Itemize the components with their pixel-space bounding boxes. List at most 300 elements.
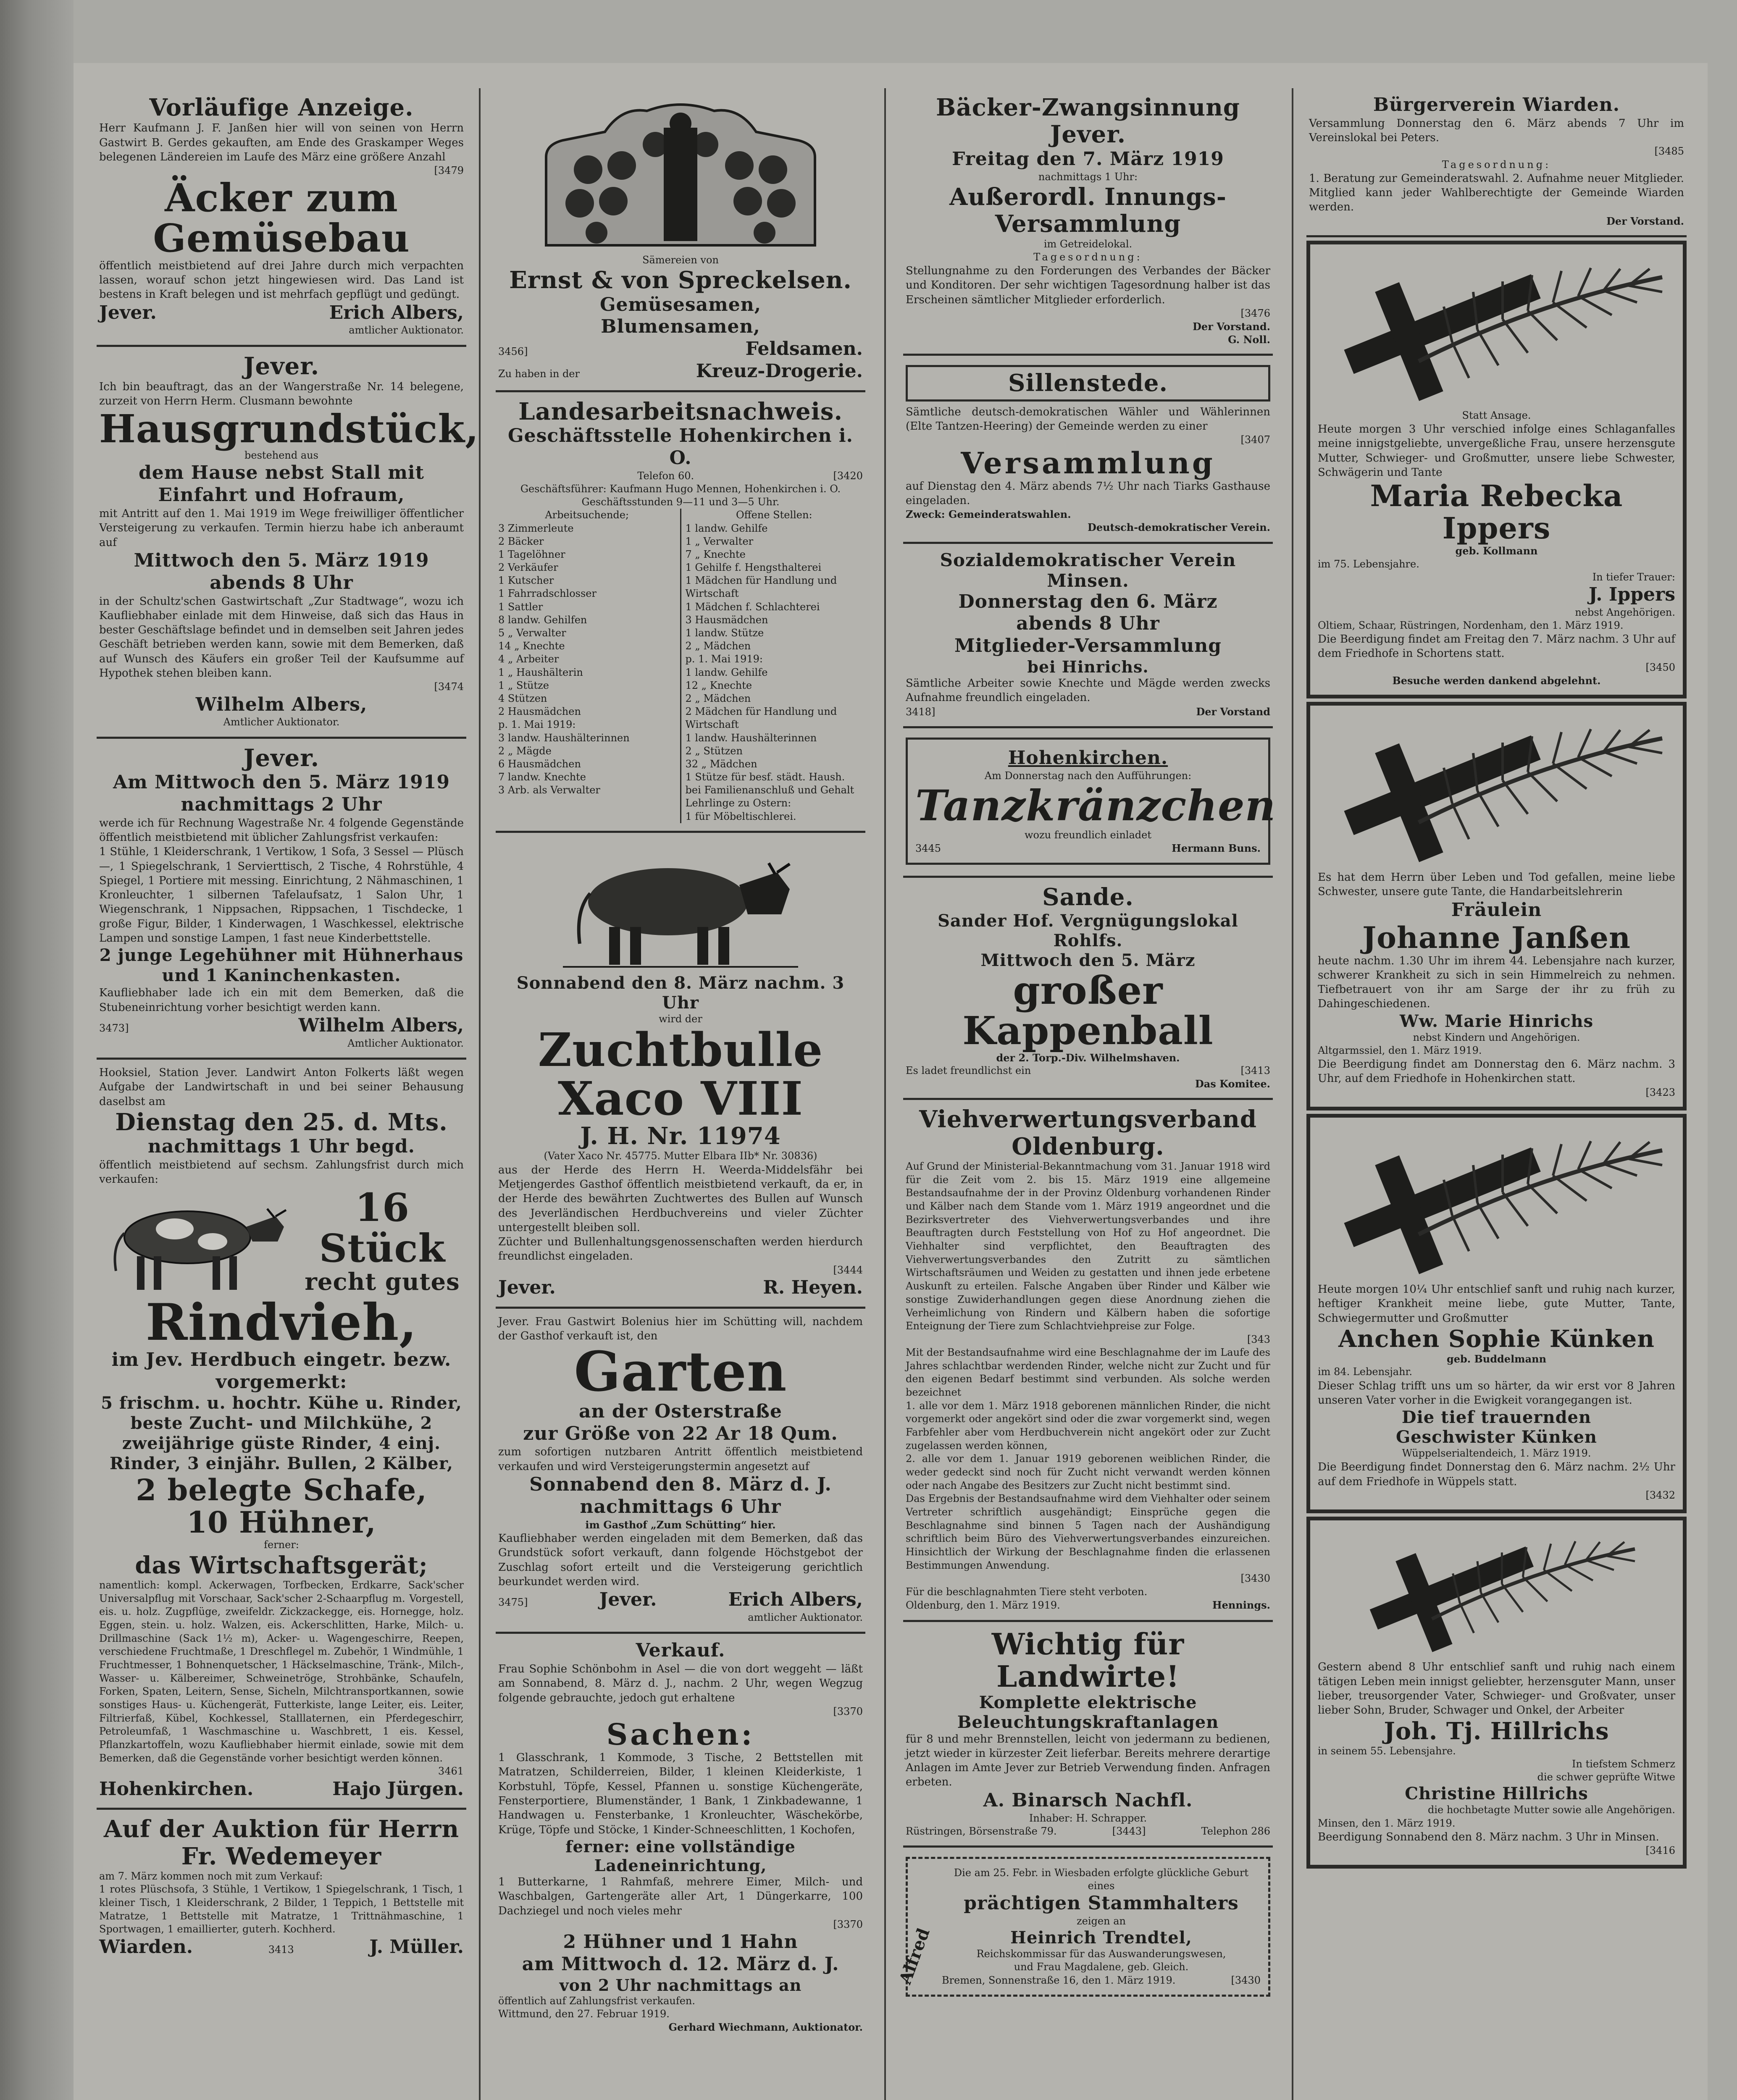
ad-zuchtbulle — [496, 833, 865, 1309]
notice-text: Gestern abend 8 Uhr entschlief sanft und ruhig nach einem tätigen Leben mein innigst geliebter, herzensguter Mann, unser lieber, treusorgender Vater, Schwieger- und Großvater, unser lieber Sohn, Bruder, Schwager und Onkel, der Arbeiter — [1318, 1661, 1675, 1717]
ad-item: Blumensamen, — [601, 316, 760, 338]
ad-text: Sämtliche deutsch-demokratischen Wähler und Wählerinnen (Elte Tantzen-Heering) der Gemeinde werden zu einer — [906, 405, 1270, 433]
signature-role: nebst Kindern und Angehörigen. — [1413, 1031, 1580, 1043]
ad-number: [3370 — [833, 1705, 863, 1717]
ad-number: [3443] — [1112, 1825, 1146, 1837]
notice-place: Wüppelserialtendeich, 1. März 1919. — [1402, 1447, 1591, 1460]
list-item: 6 Hausmädchen — [498, 758, 581, 770]
list-item: 2 „ Mägde — [498, 745, 552, 757]
notice-place: Altgarmssiel, den 1. März 1919. — [1318, 1044, 1482, 1056]
newspaper-page — [74, 63, 1708, 2100]
ad-number: [3420 — [833, 470, 863, 482]
signature-role: Amtlicher Auktionator. — [223, 716, 340, 728]
notice-text: Es hat dem Herrn über Leben und Tod gefallen, meine liebe Schwester, unsere gute Tante, die Handarbeitslehrerin — [1318, 871, 1675, 898]
list-item: 1 Mädchen für Handlung und Wirtschaft — [685, 575, 837, 600]
ad-subheadline: an der Osterstraße — [579, 1400, 782, 1422]
job-list-heading: Offene Stellen: — [736, 509, 812, 521]
bull-illustration-icon — [554, 843, 807, 969]
signature-row — [906, 1825, 1270, 1838]
signature-prefix: die schwer geprüfte Witwe — [1537, 1771, 1675, 1783]
ad-geburt-trendtel — [895, 1848, 1273, 2008]
signature-name: J. Müller. — [369, 1936, 464, 1958]
ad-subheadline: ferner: eine vollständige Ladeneinrichtung, — [565, 1837, 796, 1875]
ad-firm: Ernst & von Spreckelsen. — [509, 266, 852, 294]
ad-time: nachmittags 2 Uhr — [181, 793, 382, 815]
ad-text: Sämereien von — [642, 254, 719, 266]
ad-text: 1. alle vor dem 1. März 1918 geborenen männlichen Rinder, die nicht vorgemerkt oder angekört sind oder die zwar vorgemerkt sind, wegen Farbfehler aber vom Herdbuchverein nicht angekört oder zur Zucht zugelassen werden können, — [906, 1399, 1270, 1452]
list-item: p. 1. Mai 1919: — [498, 719, 576, 731]
signature-name: Christine Hillrichs — [1405, 1784, 1588, 1804]
ad-text: Sämtliche Arbeiter sowie Knechte und Mägde werden zwecks Aufnahme freundlich eingeladen. — [906, 677, 1270, 704]
ad-tools: das Wirtschaftsgerät; — [135, 1551, 428, 1579]
list-item: 2 „ Stützen — [685, 745, 743, 757]
list-item: 2 Verkäufer — [498, 562, 558, 574]
list-item: 12 „ Knechte — [685, 679, 752, 691]
signature-role: amtlicher Auktionator. — [349, 324, 464, 336]
ad-text: öffentlich meistbietend auf sechsm. Zahlungsfrist durch mich verkaufen: — [99, 1159, 464, 1186]
ad-text: Es ladet freundlichst ein — [906, 1064, 1031, 1076]
ad-row — [498, 360, 863, 383]
ad-text: am 7. März kommen noch mit zum Verkauf: — [99, 1870, 323, 1882]
ad-subheadline: Komplette elektrische Beleuchtungskraftanlagen — [957, 1692, 1219, 1732]
column-rule — [884, 88, 886, 2100]
ad-headline: prächtigen Stammhalters — [964, 1893, 1239, 1914]
mourning-line: Die tief trauernden — [1401, 1407, 1592, 1428]
ad-date: Am Mittwoch den 5. März 1919 — [113, 771, 450, 793]
signature-name: Erich Albers, — [728, 1589, 863, 1611]
signature-row — [99, 1936, 464, 1958]
signature-place: Rüstringen, Börsenstraße 79. — [906, 1825, 1057, 1837]
ad-headline: Außerordl. Innungs-Versammlung — [949, 183, 1227, 238]
list-item: 1 landw. Haushälterinnen — [685, 732, 817, 744]
list-item: 1 Gehilfe f. Hengsthalterei — [685, 562, 822, 574]
ad-headline: Tanzkränzchen — [915, 780, 1276, 830]
ad-text: wozu freundlich einladet — [1025, 829, 1151, 841]
signature-name: Das Komitee. — [1195, 1078, 1270, 1090]
ad-phone: Telefon 60. — [637, 470, 694, 482]
list-item: 32 „ Mädchen — [685, 758, 757, 770]
ad-text: Die am 25. Febr. in Wiesbaden erfolgte glückliche Geburt eines — [954, 1866, 1249, 1892]
ad-text: und Frau Magdalene, geb. Gleich. — [1014, 1961, 1189, 1973]
ad-text: 1 Glasschrank, 1 Kommode, 3 Tische, 2 Bettstellen mit Matratzen, Schilderreien, Bilder, 1 kleinen Kleiderkiste, 1 Korbstuhl, Töpfe, Kessel, Pfannen u. sonstige Küchengeräte, Fensterportiere, Blumenständer, 1 Bank, 1 Zinkbadewanne, 1 Handwagen u. Fensterbanke, 1 Kronleuchter, Wäschekörbe, Krüge, Töpfe und Stöcke, 1 Kinder-Schneeschlitten, 1 Kochofen, — [498, 1751, 863, 1836]
ad-auktion-wagestrasse — [97, 739, 466, 1060]
notice-lead: Statt Ansage. — [1462, 409, 1531, 421]
list-item: 1 landw. Stütze — [685, 627, 764, 639]
ad-location: im Gasthof „Zum Schütting“ hier. — [585, 1518, 776, 1531]
ad-title: Bürgerverein Wiarden. — [1373, 94, 1620, 116]
column-3 — [895, 88, 1276, 2008]
ad-hens: 10 Hühner, — [187, 1505, 376, 1540]
ad-text: (Vater Xaco Nr. 45775. Mutter Elbara IIb* Nr. 30836) — [544, 1150, 817, 1162]
signature-row — [99, 1015, 464, 1037]
ad-sande-kappenball — [903, 878, 1273, 1100]
deceased-age: im 84. Lebensjahr. — [1318, 1366, 1413, 1378]
ad-number: [3444 — [833, 1264, 863, 1276]
notice-place: Minsen, den 1. März 1919. — [1318, 1817, 1456, 1829]
list-item: 1 Kutscher — [498, 575, 554, 587]
ad-number: [3413 — [1240, 1064, 1270, 1076]
signature-name: Erich Albers, — [329, 302, 464, 323]
signature-name: R. Heyen. — [763, 1276, 863, 1298]
list-item: 2 „ Mädchen — [685, 640, 751, 652]
ad-binarsch — [903, 1622, 1273, 1848]
signature-name: Der Vorstand. — [1606, 215, 1684, 227]
signature-row — [942, 1974, 1261, 1987]
ad-number: [3430 — [1240, 1572, 1270, 1585]
ad-text: für 8 und mehr Brennstellen, leicht von jedermann zu bedienen, jetzt wieder in kürzester Zeit lieferbar. Bereits mehrere derartige Anlagen im Amte Jever zur Betrieb Verwendung finden. Anfragen erbeten. — [906, 1732, 1270, 1789]
ad-shop: Kreuz-Drogerie. — [696, 360, 863, 382]
deceased-nee: geb. Buddelmann — [1446, 1353, 1547, 1365]
cow-illustration-icon — [99, 1187, 292, 1296]
ad-number: [343 — [1247, 1333, 1270, 1345]
ad-title: Landesarbeitsnachweis. — [518, 397, 843, 425]
column-1 — [97, 88, 479, 1966]
ad-text: Das Ergebnis der Bestandsaufnahme wird dem Viehhalter oder seinem Vertreter schriftlich ausgehändigt; Einsprüche gegen die Beschlagnahme sind binnen 5 Tagen nach der Aushändigung schriftlich beim Büro des Viehverwertungsverbandes einzureichen. Hinsichtlich der Wirkung der Beschlagnahme finden die erlassenen Bestimmungen Anwendung. — [906, 1493, 1270, 1571]
signature-name: J. Ippers — [1588, 583, 1675, 605]
signature-name: Gerhard Wiechmann, Auktionator. — [668, 2021, 863, 2033]
ad-number: [3407 — [1240, 434, 1270, 446]
list-item: 4 Stützen — [498, 692, 547, 704]
title-box — [906, 365, 1270, 401]
ad-text: Kaufliebhaber werden eingeladen mit dem Bemerken, daß das Grundstück sofort verkauft, dann folgende Höchstgebot der Zuschlag sofort erteilt und die Versteigerung gerichtlich beurkundet werden wird. — [498, 1532, 863, 1588]
notice-place: Oltiem, Schaar, Rüstringen, Nordenham, den 1. März 1919. — [1318, 619, 1624, 631]
ad-location: bei Hinrichs. — [1027, 657, 1149, 677]
ad-date: Dienstag den 25. d. Mts. — [115, 1108, 448, 1136]
ad-text: Frau Sophie Schönbohm in Asel — die von dort weggeht — läßt am Sonnabend, 8. März d. J., nachm. 2 Uhr, wegen Wegzug folgende gebrauchte, jedoch gut erhaltene — [498, 1662, 863, 1704]
ad-text: wird der — [659, 1013, 702, 1025]
ad-text: 1 Butterkarne, 1 Rahmfaß, mehrere Eimer, Milch- und Waschbalgen, Gartengeräte aller Art, 1 Düngerkarre, 100 Dachziegel und noch vieles mehr — [498, 1875, 863, 1917]
list-item: 1 Fahrradschlosser — [498, 588, 597, 600]
table-divider — [680, 509, 681, 823]
ad-text: ferner: — [264, 1539, 299, 1551]
ad-location: im Getreidelokal. — [1043, 238, 1133, 250]
column-rule — [1292, 88, 1293, 2100]
list-item: 1 landw. Gehilfe — [685, 666, 768, 678]
death-notice-hillrichs — [1306, 1517, 1687, 1869]
signature-name: Geschwister Künken — [1396, 1427, 1597, 1447]
list-item: 3 Zimmerleute — [498, 522, 574, 534]
ad-saemereien — [496, 88, 865, 392]
ad-owner: Inhaber: H. Schrapper. — [1029, 1812, 1147, 1824]
ad-text: zum sofortigen nutzbaren Antritt öffentlich meistbietend verkaufen und wird Versteigerungstermin angesetzt auf — [498, 1446, 863, 1473]
signature-name: Wilhelm Albers, — [298, 1015, 464, 1037]
ad-title: Verkauf. — [636, 1640, 725, 1662]
deceased-nee: geb. Kollmann — [1455, 545, 1538, 557]
ad-text: Für die beschlagnahmten Tiere steht verboten. — [906, 1586, 1148, 1598]
ad-time: abends 8 Uhr — [210, 572, 353, 593]
ad-number: [3450 — [1645, 661, 1675, 673]
signature-role: nebst Angehörigen. — [1575, 606, 1675, 618]
signature-name: Der Vorstand — [1196, 705, 1270, 718]
death-notice-janssen — [1306, 702, 1687, 1110]
ad-place: Jever. — [243, 744, 320, 772]
ad-headline: Sachen: — [606, 1717, 755, 1752]
ad-frame — [906, 738, 1276, 865]
ad-date: Freitag den 7. März 1919 — [952, 148, 1224, 170]
column-2 — [496, 88, 865, 2041]
list-item: 5 „ Verwalter — [498, 627, 566, 639]
column-4 — [1306, 88, 1687, 1872]
list-item: 1 Mädchen f. Schlachterei — [685, 601, 820, 613]
notice-text: Heute morgen 10¼ Uhr entschlief sanft und ruhig nach kurzer, heftiger Krankheit meine liebe, gute Mutter, Tante, Schwiegermutter und Großmutter — [1318, 1283, 1675, 1325]
ad-count-sub: recht gutes — [305, 1268, 460, 1296]
ad-verkauf — [496, 1634, 865, 2041]
ad-rindvieh — [97, 1060, 466, 1810]
column-rule — [479, 88, 481, 2100]
notice-title: Fräulein — [1451, 899, 1542, 921]
list-item: 8 landw. Gehilfen — [498, 614, 587, 626]
signature-place: Wiarden. — [99, 1936, 193, 1958]
ad-office: Geschäftsstelle Hohenkirchen i. O. — [508, 425, 853, 469]
ad-headline: Versammlung — [961, 445, 1215, 480]
signature-name: Heinrich Trendtel, — [1010, 1928, 1192, 1948]
ad-text: werde ich für Rechnung Wagestraße Nr. 4 folgende Gegenstände öffentlich meistbietend mit üblicher Zahlungsfrist verkaufen: — [99, 816, 464, 844]
cross-palm-icon — [1318, 713, 1679, 864]
signature-place: Wittmund, den 27. Februar 1919. — [498, 2008, 670, 2020]
signature-row — [906, 705, 1270, 719]
notice-text: Heute morgen 3 Uhr verschied infolge eines Schlaganfalles meine innigstgeliebte, unvergeßliche Frau, unsere herzensgute Mutter, Schwieger- und Großmutter, unsere liebe Schwester, Schwägerin und Tante — [1318, 423, 1675, 479]
ad-name-tag: Alfred — [895, 1925, 934, 1987]
ad-date: Mittwoch den 5. März — [980, 950, 1196, 970]
ad-row — [498, 470, 863, 483]
ad-sillenstede — [903, 356, 1273, 543]
seed-packets-illustration-icon — [538, 98, 823, 249]
job-list-heading: Arbeitsuchende; — [545, 509, 629, 521]
ad-title: Hohenkirchen. — [1008, 747, 1168, 769]
ad-items: 5 frischm. u. hochtr. Kühe u. Rinder, beste Zucht- und Milchkühe, 2 zweijährige güste Rinder, 4 einj. Rinder, 3 einjähr. Bullen, 2 Kälber, — [101, 1393, 462, 1474]
ad-text: Stellungnahme zu den Forderungen des Verbandes der Bäcker und Konditoren. Der sehr wichtigen Tagesordnung halber ist das Erscheinen sämtlicher Mitglieder erforderlich. — [906, 264, 1270, 306]
ad-count: 16 Stück — [319, 1184, 446, 1271]
ad-number: [3430 — [1231, 1974, 1261, 1986]
ad-place: Jever. — [243, 352, 320, 380]
ad-text: Zu haben in der — [498, 368, 580, 380]
ad-row — [498, 338, 863, 360]
list-item: 1 landw. Gehilfe — [685, 522, 768, 534]
ad-headline: großer Kappenball — [962, 967, 1214, 1054]
cross-palm-frond — [1318, 1125, 1675, 1276]
ad-title: Viehverwertungsverband Oldenburg. — [919, 1105, 1257, 1160]
ad-text: Geschäftsstunden 9—11 und 3—5 Uhr. — [581, 496, 780, 508]
ad-text: 1. Beratung zur Gemeinderatswahl. 2. Aufnahme neuer Mitglieder. Mitglied kann jeder Wahlberechtigte der Gemeinde Wiarden werden. — [1309, 172, 1684, 214]
ad-text: Jever. Frau Gastwirt Bolenius hier im Schütting will, nachdem der Gasthof verkauft ist, den — [498, 1315, 863, 1343]
list-item: 2 Mädchen für Handlung und Wirtschaft — [685, 706, 837, 731]
page-gutter — [0, 0, 74, 2100]
notice-text: heute nachm. 1.30 Uhr im ihrem 44. Lebensjahre nach kurzer, schwerer Krankheit zu sich in sein Himmelreich zu nehmen. Tiefbetrauert von ihr am Sarge der ihr zu früh zu Dahingeschiedenen. — [1318, 954, 1675, 1011]
list-item: 1 Tagelöhner — [498, 548, 565, 560]
ad-time: nachmittags 1 Uhr: — [1038, 171, 1138, 183]
ad-text: Versammlung Donnerstag den 6. März abends 7 Uhr im Vereinslokal bei Peters. — [1309, 117, 1684, 144]
signature-name: G. Noll. — [1228, 333, 1270, 346]
ad-text: Mit der Bestandsaufnahme wird eine Beschlagnahme der im Laufe des Jahres schlachtbar werdenden Rinder, welche nicht zur Zucht und für den eigenen Bedarf bestimmt sind verbunden. Als solche werden bezeichnet — [906, 1347, 1270, 1399]
ad-time: nachmittags 1 Uhr begd. — [148, 1136, 415, 1158]
ad-title: Auf der Auktion für Herrn Fr. Wedemeyer — [103, 1815, 460, 1870]
ad-title: Vorläufige Anzeige. — [149, 94, 414, 121]
signature-row — [915, 842, 1261, 855]
ad-text: Züchter und Bullenhaltungsgenossenschaften werden hierdurch freundlichst eingeladen. — [498, 1236, 863, 1263]
ad-number: [3423 — [1645, 1086, 1675, 1098]
deceased-age: in seinem 55. Lebensjahre. — [1318, 1745, 1456, 1757]
ad-text: Geschäftsführer: Kaufmann Hugo Mennen, Hohenkirchen i. O. — [520, 483, 841, 495]
ad-hausgrundstueck — [97, 347, 479, 739]
notice-text: Beerdigung Sonnabend den 8. März nachm. 3 Uhr in Minsen. — [1318, 1830, 1659, 1843]
list-item: 2 Hausmädchen — [498, 706, 581, 718]
ad-text: 2. alle vor dem 1. Januar 1919 geborenen weiblichen Rinder, die weder gedeckt sind noch für Zucht nicht verwandt werden können oder nach Angabe des Besitzers zur Zucht nicht bestimmt sind. — [906, 1453, 1270, 1491]
ad-title: Sozialdemokratischer Verein Minsen. — [940, 549, 1236, 591]
ad-firm: A. Binarsch Nachfl. — [983, 1789, 1193, 1811]
deceased-name: Joh. Tj. Hillrichs — [1384, 1717, 1609, 1745]
ad-subheadline: 2 junge Legehühner mit Hühnerhaus und 1 Kaninchenkasten. — [99, 945, 464, 986]
list-item: 7 landw. Knechte — [498, 771, 586, 783]
ad-subheadline: dem Hause nebst Stall mit Einfahrt und Hofraum, — [139, 462, 424, 506]
ad-time: von 2 Uhr nachmittags an — [559, 1975, 802, 1995]
list-item: 1 Sattler — [498, 601, 543, 613]
ad-subheadline: im Jev. Herdbuch eingetr. bezw. vorgemerkt: — [111, 1349, 452, 1393]
ad-headline: Äcker zum Gemüsebau — [153, 175, 410, 261]
ad-text: in der Schultz'schen Gastwirtschaft „Zur Stadtwage“, wozu ich Kaufliebhaber einlade mit dem Hinweise, daß sich das Haus in bester Geschäftslage befindet und in demselben seit Jahren jedes Geschäft betrieben werden kann, sowie mit dem Bemerken, daß auf Wunsch des Käufers ein großer Teil der Kaufsumme auf Hypothek stehen bleiben kann. — [99, 595, 464, 680]
ad-time: nachmittags 6 Uhr — [580, 1496, 781, 1517]
ad-baecker-innung — [903, 88, 1273, 356]
cross-palm-frond — [1318, 713, 1675, 864]
ad-text: 1 rotes Plüschsofa, 3 Stühle, 1 Vertikow, 1 Spiegelschrank, 1 Tisch, 1 kleiner Tisch, 1 Kleiderschrank, 2 Bilder, 1 Teppich, 1 Bettstelle mit Matratze, 1 Bettstelle mit Matratze, 1 Trittnähmaschine, 1 Sportwagen, 1 emaillierter, guterh. Kochherd. — [99, 1883, 464, 1935]
job-list-openings — [686, 509, 863, 823]
ad-date: Mittwoch den 5. März 1919 — [134, 549, 429, 571]
deceased-age: im 75. Lebensjahre. — [1318, 558, 1419, 570]
ad-sheep: 2 belegte Schafe, — [136, 1473, 427, 1508]
cross-palm-icon — [1318, 252, 1679, 403]
ad-text: Auf Grund der Ministerial-Bekanntmachung vom 31. Januar 1918 wird für die Zeit vom 2. bis 15. März 1919 eine allgemeine Bestandsaufnahme der in der Provinz Oldenburg vorhandenen Rinder und Kälber nach dem Stande vom 1. März 1919 angeordnet und die Bezirksvertreter des Viehverwertungsverbandes und ihre Beauftragten durch Feststellung von Hof zu Hof angeordnet. Die Viehhalter sind verpflichtet, den Beauftragten des Viehverwertungsverbandes den Zutritt zu sämtlichen Wirtschaftsräumen und Weiden zu gestatten und ihnen jede erbetene Auskunft zu erteilen. Falsche Angaben über Rinder und Kälber wie sonstige Zuwiderhandlungen gegen diese Anordnung ziehen die Verheimlichung von Rindern und Kälbern haben die sofortige Enteignung der Tiere zum Schlachtviehpreise zur Folge. — [906, 1160, 1270, 1332]
notice-text: Dieser Schlag trifft uns um so härter, da wir erst vor 8 Jahren unseren Vater vorher in die Ewigkeit vorangegangen ist. — [1318, 1379, 1675, 1407]
signature-name: Hennings. — [1212, 1599, 1270, 1612]
ad-text: auf Dienstag den 4. März abends 7½ Uhr nach Tiarks Gasthause eingeladen. — [906, 480, 1270, 507]
ad-headline: Zuchtbulle Xaco VIII — [538, 1023, 823, 1126]
notice-text: Besuche werden dankend abgelehnt. — [1392, 674, 1601, 687]
ad-number: [3474 — [434, 681, 464, 693]
ad-number: 3473] — [99, 1022, 129, 1034]
ad-date: am Mittwoch d. 12. März d. J. — [522, 1953, 839, 1975]
signature-place: Jever. — [498, 1276, 556, 1298]
signature-name: Hajo Jürgen. — [332, 1778, 464, 1800]
mourning-line: In tiefer Trauer: — [1592, 571, 1675, 583]
list-item: 1 Stütze für besf. städt. Haush. bei Familienanschluß und Gehalt — [685, 771, 854, 796]
deceased-name: Anchen Sophie Künken — [1338, 1325, 1655, 1353]
list-item: Lehrlinge zu Ostern: — [685, 797, 791, 809]
ad-text: Am Donnerstag nach den Aufführungen: — [984, 769, 1192, 782]
list-item: 1 für Möbeltischlerei. — [685, 810, 796, 822]
ad-text: öffentlich meistbietend auf drei Jahre durch mich verpachten lassen, worauf schon jetzt hingewiesen wird. Das Land ist bestens in Kraft belegen und ist mehrfach gepflügt und gedüngt. — [99, 259, 464, 301]
ad-text: der 2. Torp.-Div. Wilhelmshaven. — [996, 1051, 1180, 1064]
ad-number: [3476 — [1240, 307, 1270, 319]
cross-palm-frond — [1318, 252, 1675, 403]
ad-text: Hooksiel, Station Jever. Landwirt Anton Folkerts läßt wegen Aufgabe der Landwirtschaft in und bei seiner Behausung daselbst am — [99, 1066, 464, 1108]
ad-number: 3456] — [498, 346, 528, 358]
ad-title: Sande. — [1042, 883, 1134, 911]
ad-purpose: Zweck: Gemeinderatswahlen. — [906, 508, 1071, 521]
ad-hens: 2 Hühner und 1 Hahn — [563, 1931, 798, 1953]
ad-tanzkraenzchen — [903, 728, 1276, 878]
signature-place: Jever. — [599, 1589, 657, 1611]
ad-number: [3416 — [1645, 1845, 1675, 1857]
signature-name: Der Vorstand. — [1193, 320, 1270, 333]
list-item: 3 Hausmädchen — [685, 614, 768, 626]
ad-item: Gemüsesamen, — [599, 294, 762, 315]
ad-number: 3475] — [498, 1596, 528, 1609]
ad-number: 3445 — [915, 843, 941, 854]
death-notice-ippers — [1306, 241, 1687, 698]
death-notice-kuenken — [1306, 1114, 1687, 1513]
ad-viehverwertungsverband — [903, 1100, 1273, 1622]
signature-name: Wilhelm Albers, — [195, 693, 368, 715]
deceased-name: Johanne Janßen — [1362, 920, 1631, 955]
signature-role: die hochbetagte Mutter sowie alle Angehörigen. — [1427, 1804, 1675, 1816]
ad-date: Donnerstag den 6. März — [958, 591, 1218, 612]
agenda-heading: Tagesordnung: — [1442, 158, 1551, 171]
list-item: 1 „ Verwalter — [685, 535, 754, 547]
list-item: 2 Bäcker — [498, 535, 544, 547]
ad-location: Sander Hof. Vergnügungslokal Rohlfs. — [938, 911, 1238, 950]
ad-number: 3461 — [438, 1765, 464, 1777]
ad-frame — [895, 1857, 1270, 1997]
cow-block — [99, 1184, 464, 1296]
ad-headline: Hausgrundstück, — [99, 406, 479, 452]
ad-number: [3485 — [1654, 145, 1684, 158]
ad-registration: J. H. Nr. 11974 — [580, 1122, 781, 1150]
ad-text: bestehend aus — [244, 449, 318, 462]
ad-text: namentlich: kompl. Ackerwagen, Torfbecken, Erdkarre, Sack'scher Universalpflug mit Vorschaar, Sack'scher 2-Schaarpflug m. Vorgestell, eis. u. holz. Zugpflüge, zweifeldr. Zickzackegge, eis. Hornegge, holz. Eggen, stein. u. holz. Walzen, eis. Ackerschlitten, Harke, Milch- u. Drillmaschine (Sack 1½ m), Acker- u. Wagengeschirre, Reepen, verschiedene Fruchtmaße, 1 Dreschflegel m. Zubehör, 1 Windmühle, 1 Fruchtmesser, 1 Bohnenquetscher, 1 Häckselmaschine, Tränk-, Milch-, Wasser- u. Kälbereimer, Schweinetröge, Strohbänke, Schaufeln, Forken, Spaten, Leitern, Sense, Sicheln, Milchtransportkannen, sowie sonstiges Haus- u. Küchengerät, Futterkiste, lange Leiter, eis. Leiter, Filtrierfaß, Kübel, Kochkessel, Stalllaternen, ein Pferdegeschirr, Petroleumfaß, 1 Waschmaschine u. Waschbrett, 1 eis. Kessel, Pflanzkartoffeln, wozu Kaufliebhaber hiermit einlade, sowie mit dem Bemerken, daß die Gegenstände vorher besichtigt werden können. — [99, 1579, 464, 1764]
ad-landesarbeitsnachweis — [496, 392, 865, 833]
list-item: 3 Arb. als Verwalter — [498, 784, 600, 796]
list-item: 1 „ Haushälterin — [498, 666, 583, 678]
ad-title: Wichtig für Landwirte! — [991, 1626, 1185, 1694]
ad-number: 3418] — [906, 706, 936, 718]
notice-text: Die Beerdigung findet am Donnerstag den 6. März nachm. 3 Uhr, auf dem Friedhofe in Hohenkirchen statt. — [1318, 1058, 1675, 1085]
ad-text: öffentlich auf Zahlungsfrist verkaufen. — [498, 1995, 696, 2007]
ad-wedemeyer — [97, 1810, 466, 1966]
list-item: 3 landw. Haushälterinnen — [498, 732, 630, 744]
ad-number: [3370 — [833, 1918, 863, 1930]
cross-palm-icon — [1318, 1528, 1679, 1654]
cross-palm-icon — [1318, 1125, 1679, 1276]
signature-role: amtlicher Auktionator. — [748, 1611, 863, 1623]
signature-role: Reichskommissar für das Auswanderungswesen, — [976, 1948, 1226, 1960]
signature-place: Hohenkirchen. — [99, 1778, 254, 1800]
agenda-heading: Tagesordnung: — [1033, 251, 1143, 263]
ad-title: Bäcker-Zwangsinnung Jever. — [936, 94, 1240, 149]
signature-role: Amtlicher Auktionator. — [347, 1037, 464, 1049]
notice-text: Die Beerdigung findet Donnerstag den 6. März nachm. 2½ Uhr auf dem Friedhofe in Wüppels statt. — [1318, 1461, 1675, 1488]
ad-number: [3479 — [434, 165, 464, 177]
signature-row — [99, 1778, 464, 1801]
list-item: p. 1. Mai 1919: — [685, 653, 763, 665]
signature-name: Ww. Marie Hinrichs — [1399, 1011, 1594, 1031]
ad-text: mit Antritt auf den 1. Mai 1919 im Wege freiwilliger öffentlicher Versteigerung zu verkaufen. Termin hierzu habe ich anberaumt auf — [99, 507, 464, 549]
ad-number: 3413 — [268, 1943, 294, 1956]
ad-text: Ich bin beauftragt, das an der Wangerstraße Nr. 14 belegene, zurzeit von Herrn Herm. Clusmann bewohnte — [99, 381, 464, 408]
ad-text: Kaufliebhaber lade ich ein mit dem Bemerken, daß die Stubeneinrichtung vorher besichtigt werden kann. — [99, 987, 464, 1014]
mourning-line: In tiefstem Schmerz — [1572, 1758, 1675, 1770]
list-item: 4 „ Arbeiter — [498, 653, 559, 665]
signature-name: Deutsch-demokratischer Verein. — [1088, 521, 1270, 534]
list-item: 7 „ Knechte — [685, 548, 746, 560]
list-item: 2 „ Mädchen — [685, 692, 751, 704]
ad-text: aus der Herde des Herrn H. Weerda-Middelsfähr bei Metjengerdes Gasthof öffentlich meistbietend verkauft, da er, in der Herde des bewährten Zuchtwertes des Bullen auf Wunsch des Jeverländischen Herdbuchvereins und vieler Züchter untergestellt bleiben soll. — [498, 1163, 863, 1234]
ad-headline: Mitglieder-Versammlung — [954, 635, 1222, 657]
ad-text: 1 Stühle, 1 Kleiderschrank, 1 Vertikow, 1 Sofa, 3 Sessel — Plüsch —, 1 Spiegelschrank, 1 Servierttisch, 2 Tische, 4 Rohrstühle, 4 Spiegel, 1 Portiere mit messing. Einrichtung, 2 Nähmaschinen, 1 Kronleuchter, 1 silbernen Tafelaufsatz, 1 Salon Uhr, 1 Wiegenschrank, 1 Nippsachen, Rippsachen, 1 Tischdecke, 1 große Figur, Bilder, 1 Kinderwagen, 1 Waschkessel, elektrische Lampen und sonstige Lampen, 1 fast neue Kinderbettstelle. — [99, 845, 464, 945]
ad-text: zeigen an — [1077, 1915, 1126, 1927]
ad-title: Sillenstede. — [1008, 369, 1168, 397]
deceased-name: Maria Rebecka Ippers — [1370, 478, 1623, 546]
ad-garten — [496, 1309, 865, 1634]
ad-vorlaeufige-anzeige — [97, 88, 466, 347]
